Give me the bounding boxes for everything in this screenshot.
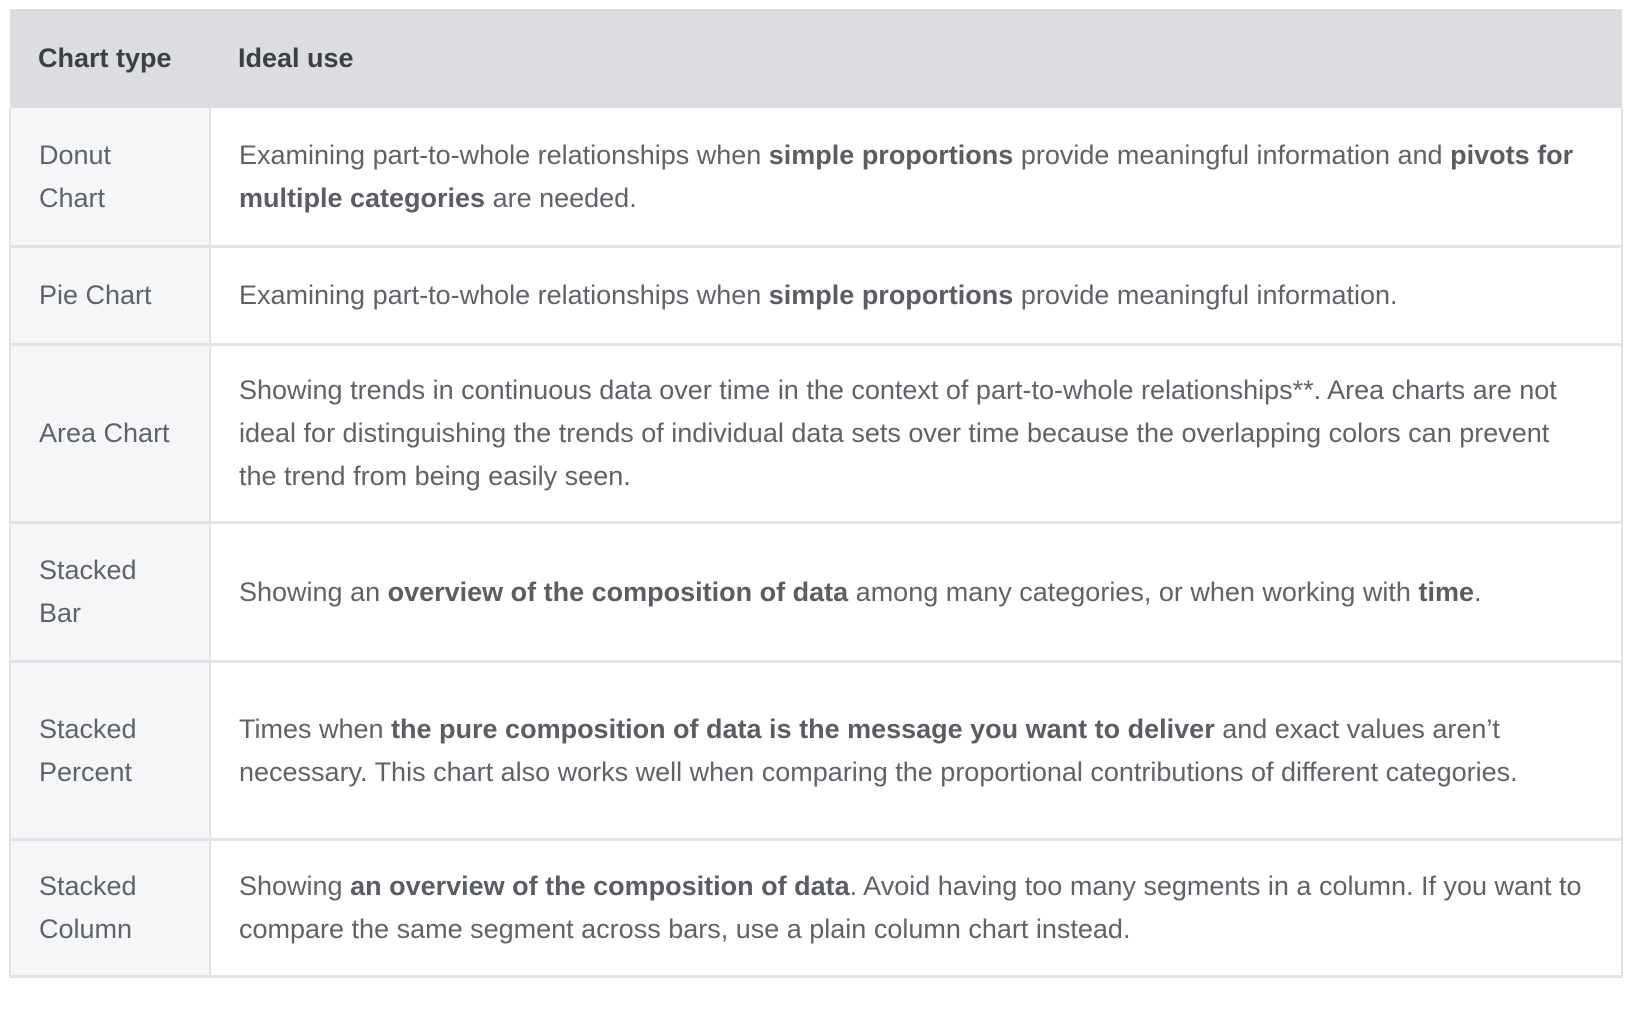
header-ideal-use: Ideal use <box>210 9 1622 108</box>
emphasis-text: pivots for multiple categories <box>239 139 1574 213</box>
ideal-use-cell <box>210 523 1622 662</box>
body-text: provide meaningful information. <box>1013 280 1398 310</box>
header-chart-type: Chart type <box>10 9 210 108</box>
table-row-stacked-percent <box>10 662 1622 840</box>
chart-type-table <box>9 9 1623 978</box>
body-text: among many categories, or when working with <box>848 576 1419 607</box>
ideal-use-cell <box>210 840 1622 977</box>
body-text: Showing trends in continuous data over time in the context of part-to-whole relationships**. Area charts are not ideal for distinguishing the trends of individual data sets over time because the overlapping colors can prevent the trend from being easily seen. <box>239 375 1557 491</box>
chart-type-cell: Pie Chart <box>10 247 210 345</box>
body-text: Examining part-to-whole relationships when <box>239 139 769 170</box>
chart-type-table-container <box>9 9 1623 978</box>
body-text: are needed. <box>485 182 637 213</box>
chart-type-cell: Stacked Bar <box>10 523 210 662</box>
chart-type-cell: Stacked Percent <box>10 662 210 840</box>
body-text: . Avoid having too many segments in a column. If you want to compare the same segment across bars, use a plain column chart instead. <box>239 871 1582 944</box>
table-row-pie-chart <box>10 247 1622 345</box>
emphasis-text: simple proportions <box>768 280 1014 310</box>
ideal-use-cell <box>210 662 1622 840</box>
ideal-use-cell <box>210 247 1622 345</box>
ideal-use-cell <box>210 345 1622 523</box>
body-text: . <box>1473 576 1482 607</box>
emphasis-text: the pure composition of data is the message you want to deliver <box>391 713 1215 744</box>
table-header <box>10 9 1622 108</box>
body-text: Showing <box>239 871 351 901</box>
table-row-donut-chart <box>10 108 1622 247</box>
emphasis-text: an overview of the composition of data <box>350 871 850 901</box>
chart-type-cell: Area Chart <box>10 345 210 523</box>
body-text: Times when <box>239 713 392 744</box>
chart-type-cell: Stacked Column <box>10 840 210 977</box>
body-text: and exact values aren’t necessary. This chart also works well when comparing the proportional contributions of different categories. <box>239 713 1518 787</box>
body-text: Showing an <box>239 576 388 607</box>
chart-type-cell: Donut Chart <box>10 108 210 247</box>
body-text: provide meaningful information and <box>1013 139 1451 170</box>
emphasis-text: simple proportions <box>768 139 1014 170</box>
emphasis-text: overview of the composition of data <box>387 576 849 607</box>
emphasis-text: time <box>1418 576 1474 607</box>
table-row-stacked-column <box>10 840 1622 977</box>
header-row <box>10 9 1622 108</box>
table-row-stacked-bar <box>10 523 1622 662</box>
table-row-area-chart <box>10 345 1622 523</box>
table-body <box>10 108 1622 977</box>
body-text: Examining part-to-whole relationships when <box>239 280 769 310</box>
ideal-use-cell <box>210 108 1622 247</box>
